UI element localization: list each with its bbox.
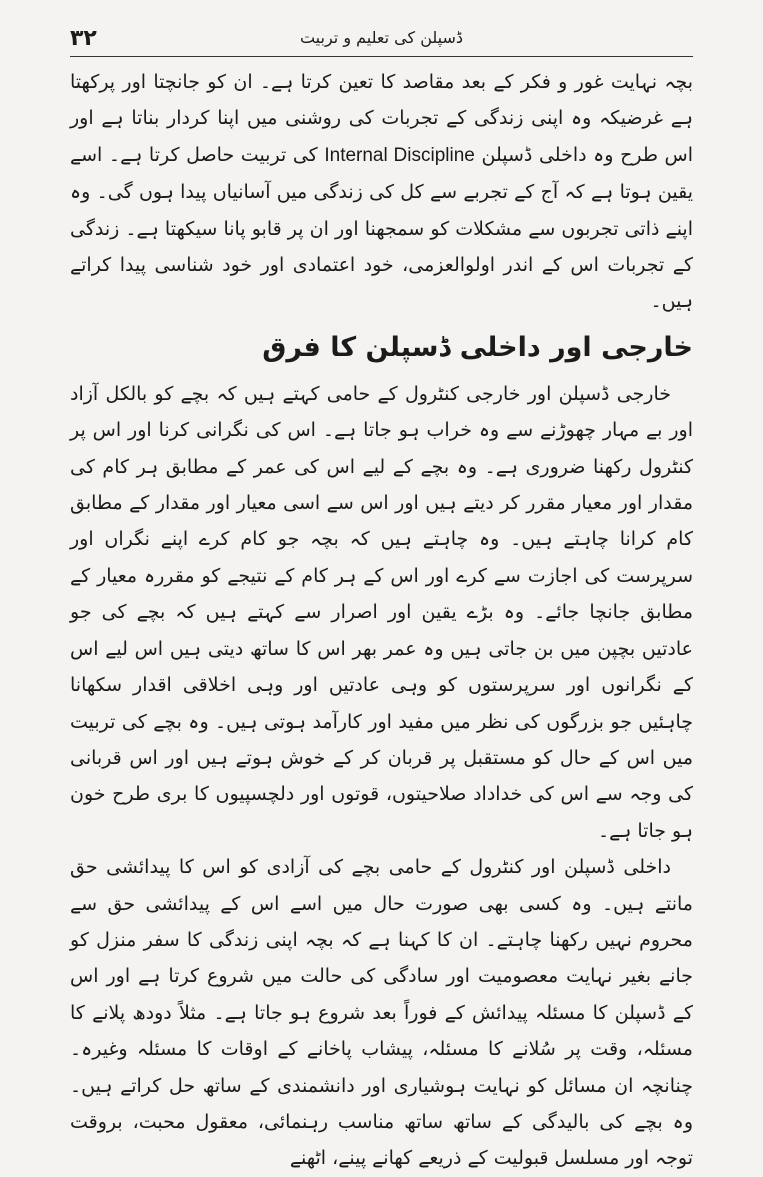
page-header <box>70 22 693 57</box>
paragraph-external-discipline: خارجی ڈسپلن اور خارجی کنٹرول کے حامی کہتے ہیں کہ بچے کو بالکل آزاد اور بے مہار چھوڑنے سے وہ خراب ہو جاتا ہے۔ اس کی نگرانی کرنا اور اس پر کنٹرول رکھنا ضروری ہے۔ وہ بچے کے لیے اس کی عمر کے مطابق ہر کام کی مقدار اور معیار مقرر کر دیتے ہیں اور اس سے اسی معیار اور مقدار کے مطابق کام کرانا چاہتے ہیں۔ وہ چاہتے ہیں کہ بچہ جو کام کرے اپنے نگراں اور سرپرست کی اجازت سے کرے اور اس کے ہر کام کے نتیجے کو مقررہ معیار کے مطابق جانچا جائے۔ وہ بڑے یقین اور اصرار سے کہتے ہیں کہ بچے کی جو عادتیں بچپن میں بن جاتی ہیں وہ عمر بھر اس کا ساتھ دیتی ہیں اس لیے اس کے نگرانوں اور سرپرستوں کو وہی عادتیں اور وہی اخلاقی اقدار سکھانا چاہئیں جو بزرگوں کی نظر میں مفید اور کارآمد ہوتی ہیں۔ وہ بچے کی تربیت میں اس کے حال کو مستقبل پر قربان کر کے خوش ہوتے ہیں اور اس قربانی کی وجہ سے اس کی خداداد صلاحیتوں، قوتوں اور دلچسپیوں کا بری طرح خون ہو جاتا ہے۔ <box>70 382 693 842</box>
paragraph-continued <box>70 64 693 320</box>
paragraph-internal-discipline: داخلی ڈسپلن اور کنٹرول کے حامی بچے کی آزادی کو اس کا پیدائشی حق مانتے ہیں۔ وہ کسی بھی صورت حال میں اسے اس کے پیدائشی حق سے محروم نہیں رکھنا چاہتے۔ ان کا کہنا ہے کہ بچہ اپنی زندگی کا سفر منزل کو جانے بغیر نہایت معصومیت اور سادگی کی حالت میں شروع کرتا ہے اور اس کے ڈسپلن کا مسئلہ پیدائش کے فوراً بعد شروع ہو جاتا ہے۔ مثلاً دودھ پلانے کا مسئلہ، وقت پر سُلانے کا مسئلہ، پیشاب پاخانے کے اوقات کا مسئلہ وغیرہ۔ چنانچہ ان مسائل کو نہایت ہوشیاری اور دانشمندی کے ساتھ حل کراتے ہیں۔ وہ بچے کی بالیدگی کے ساتھ ساتھ مناسب رہنمائی، معقول محبت، بروقت توجہ اور مسلسل قبولیت کے ذریعے کھانے پینے، اٹھنے <box>70 856 693 1170</box>
section-heading: خارجی اور داخلی ڈسپلن کا فرق <box>262 331 693 363</box>
paragraph-text: بچہ نہایت غور و فکر کے بعد مقاصد کا تعین کرتا ہے۔ ان کو جانچتا اور پرکھتا ہے غرضیکہ وہ اپنی زندگی کے تجربات کی روشنی میں اپنا کردار بناتا ہے اور اس طرح وہ داخلی ڈسپلن <box>70 71 694 166</box>
running-title: ڈسپلن کی تعلیم و تربیت <box>299 28 464 47</box>
english-term: Internal Discipline <box>324 144 475 166</box>
paragraph-text: کی تربیت حاصل کرتا ہے۔ اسے یقین ہوتا ہے کہ آج کے تجربے سے کل کی زندگی میں آسانیاں پیدا ہوں گی۔ وہ اپنے ذاتی تجربوں سے مشکلات کو سمجھنا اور ان پر قابو پانا سیکھتا ہے۔ زندگی کے تجربات اس کے اندر اولوالعزمی، خود اعتمادی اور خود شناسی پیدا کراتے ہیں۔ <box>70 143 693 313</box>
page-body <box>70 64 694 1170</box>
page-number: ۳۲ <box>70 26 97 51</box>
